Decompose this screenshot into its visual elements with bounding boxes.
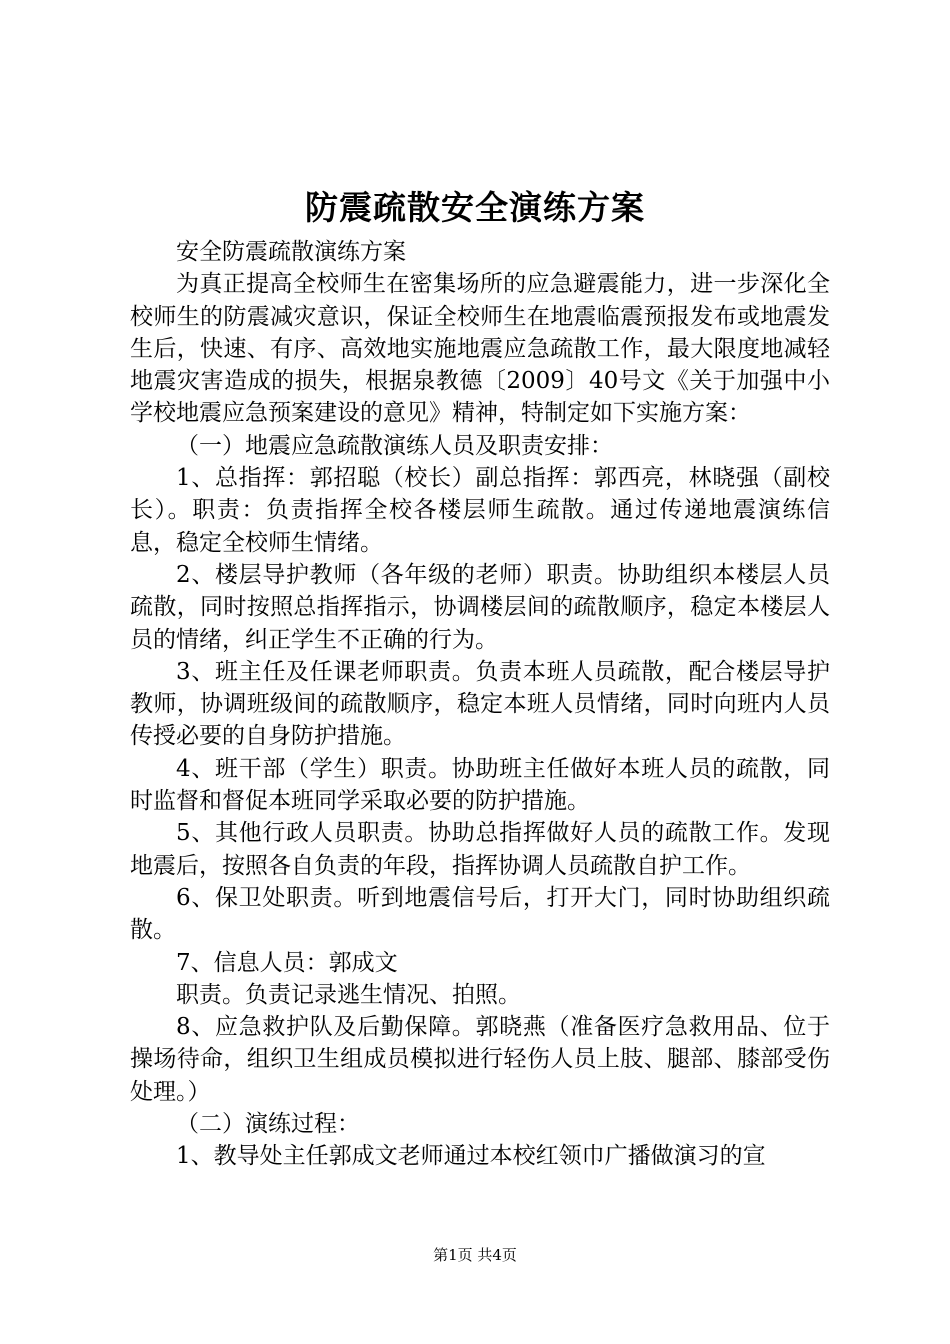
document-title: 防震疏散安全演练方案	[305, 188, 645, 227]
paragraph-item-8: 8、应急救护队及后勤保障。郭晓燕（准备医疗急救用品、位于操场待命，组织卫生组成员模拟进行轻伤人员上肢、腿部、膝部受伤处理。）	[130, 1014, 830, 1105]
paragraph-item-7-duty: 职责。负责记录逃生情况、拍照。	[176, 981, 521, 1008]
page-footer: 第1页 共4页	[433, 1246, 517, 1264]
paragraph-item-3: 3、班主任及任课老师职责。负责本班人员疏散，配合楼层导护教师，协调班级间的疏散顺序，稳定本班人员情绪，同时向班内人员传授必要的自身防护措施。	[130, 658, 830, 750]
document-body	[130, 236, 830, 1173]
paragraph-process-1: 1、教导处主任郭成文老师通过本校红领巾广播做演习的宣	[176, 1143, 766, 1170]
paragraph-subtitle: 安全防震疏散演练方案	[176, 239, 406, 265]
paragraph-item-5: 5、其他行政人员职责。协助总指挥做好人员的疏散工作。发现地震后，按照各自负责的年段，指挥协调人员疏散自护工作。	[130, 820, 830, 879]
paragraph-item-7: 7、信息人员：郭成文	[176, 949, 398, 976]
section-heading-1: （一）地震应急疏散演练人员及职责安排：	[176, 432, 613, 459]
paragraph-item-6: 6、保卫处职责。听到地震信号后，打开大门，同时协助组织疏散。	[130, 884, 830, 944]
paragraph-intro: 为真正提高全校师生在密集场所的应急避震能力，进一步深化全校师生的防震减灾意识，保证全校师生在地震临震预报发布或地震发生后，快速、有序、高效地实施地震应急疏散工作，最大限度地减轻地震灾害造成的损失，根据泉教德〔2009〕40号文《关于加强中小学校地震应急预案建设的意见》精神，特制定如下实施方案：	[130, 271, 830, 427]
paragraph-item-4: 4、班干部（学生）职责。协助班主任做好本班人员的疏散，同时监督和督促本班同学采取必要的防护措施。	[130, 755, 830, 815]
paragraph-item-2: 2、楼层导护教师（各年级的老师）职责。协助组织本楼层人员疏散，同时按照总指挥指示，协调楼层间的疏散顺序，稳定本楼层人员的情绪，纠正学生不正确的行为。	[130, 561, 830, 653]
paragraph-item-1: 1、总指挥：郭招聪（校长）副总指挥：郭西亮，林晓强（副校长）。职责：负责指挥全校各楼层师生疏散。通过传递地震演练信息，稳定全校师生情绪。	[130, 465, 830, 556]
section-heading-2: （二）演练过程：	[176, 1111, 360, 1138]
